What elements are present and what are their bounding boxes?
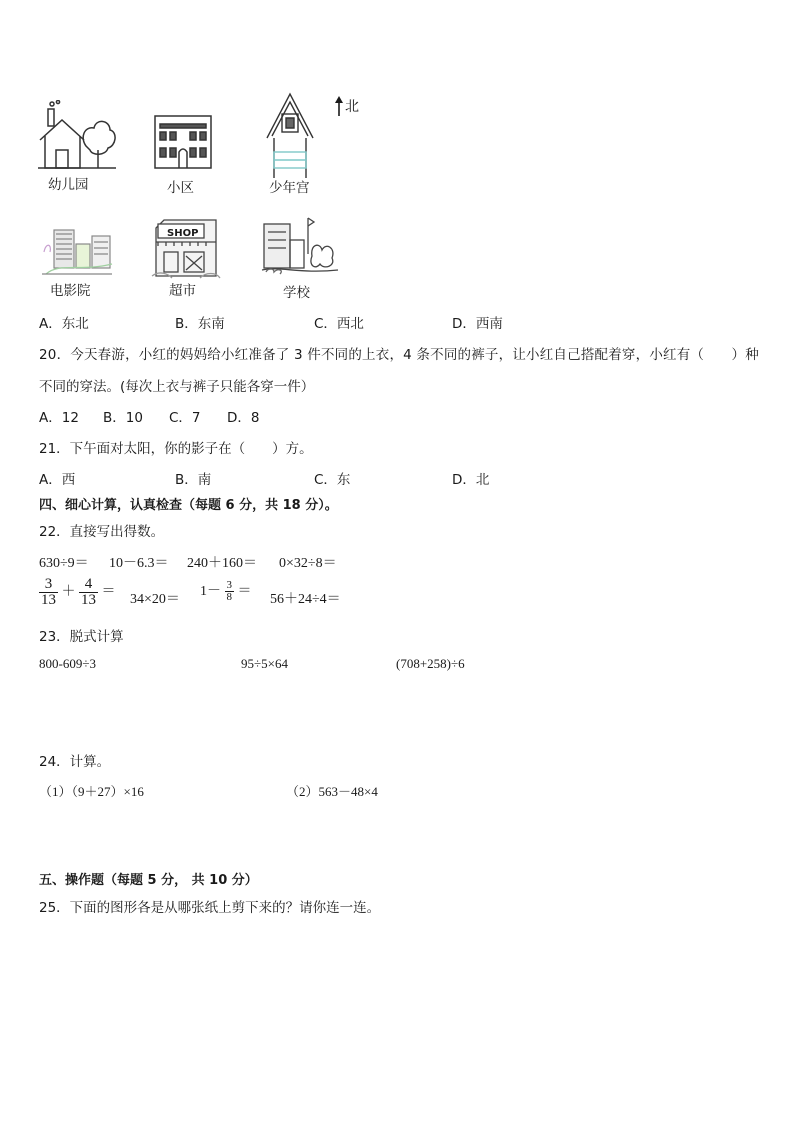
north-arrow-icon <box>333 95 345 117</box>
q19-option-b: B．东南 <box>175 316 225 332</box>
section4-heading: 四、细心计算，认真检查（每题 6 分，共 18 分）。 <box>39 498 338 513</box>
q22-row2-item2: 34×20＝ <box>130 592 180 607</box>
cinema-figure <box>40 222 114 278</box>
q22-title: 22．直接写出得数。 <box>39 524 165 540</box>
supermarket-shop-icon <box>150 216 222 280</box>
cinema-label: 电影院 <box>50 283 91 299</box>
shop-sign-text: SHOP <box>167 228 199 239</box>
q20-line2: 不同的穿法。(每次上衣与裤子只能各穿一件） <box>39 379 315 395</box>
q24-title: 24．计算。 <box>39 754 111 770</box>
q23-item1: 800-609÷3 <box>39 656 96 671</box>
q23-title: 23．脱式计算 <box>39 629 124 645</box>
q22-row1-item4: 0×32÷8＝ <box>279 556 337 571</box>
school-label: 学校 <box>283 285 310 301</box>
q22-row1-item3: 240＋160＝ <box>187 556 257 571</box>
q19-option-a: A．东北 <box>39 316 89 332</box>
q22-row2-item1: $\frac{3}{13}$ ＋ $\frac{4}{13}$ ＝ <box>41 576 116 608</box>
q20-option-b: B．10 <box>103 410 143 426</box>
q22-row1-item1: 630÷9＝ <box>39 556 89 571</box>
q25-text: 25．下面的图形各是从哪张纸上剪下来的？请你连一连。 <box>39 900 381 916</box>
q22-row2-item3: 1－ $\frac{3}{8}$ ＝ <box>200 579 252 604</box>
youth-palace-figure <box>264 92 316 180</box>
q21-text: 21．下午面对太阳，你的影子在（ ）方。 <box>39 441 313 457</box>
q23-item2: 95÷5×64 <box>241 656 288 671</box>
kindergarten-label: 幼儿园 <box>48 177 89 193</box>
q23-item3: (708+258)÷6 <box>396 656 465 671</box>
cinema-building-icon <box>40 222 114 278</box>
q20-line1: 20．今天春游，小红的妈妈给小红准备了 3 件不同的上衣，4 条不同的裤子，让小红自己搭配着穿，小红有（ ）种 <box>39 347 759 363</box>
q24-item1: （1）（9＋27）×16 <box>39 784 144 799</box>
q21-option-a: A．西 <box>39 472 76 488</box>
fraction-4-13: $\frac{4}{13}$ <box>81 576 96 608</box>
q20-option-c: C．7 <box>169 410 201 426</box>
fraction-3-13: $\frac{3}{13}$ <box>41 576 56 608</box>
youth-palace-tower-icon <box>264 92 316 180</box>
school-figure <box>260 214 340 278</box>
q20-option-a: A．12 <box>39 410 79 426</box>
q21-option-b: B．南 <box>175 472 212 488</box>
kindergarten-figure <box>36 100 118 172</box>
supermarket-label: 超市 <box>169 283 196 299</box>
q21-option-d: D．北 <box>452 472 490 488</box>
youth-palace-label: 少年宫 <box>269 180 310 196</box>
q24-item2: （2）563－48×4 <box>286 784 378 799</box>
section5-heading: 五、操作题（每题 5 分， 共 10 分） <box>39 873 258 888</box>
community-label: 小区 <box>167 180 194 196</box>
fraction-3-8: $\frac{3}{8}$ <box>226 579 232 604</box>
north-label: 北 <box>345 99 359 115</box>
q22-row1-item2: 10－6.3＝ <box>109 556 169 571</box>
community-figure <box>152 112 214 170</box>
q22-row2-item4: 56＋24÷4＝ <box>270 592 341 607</box>
school-building-icon <box>260 214 340 278</box>
apartment-building-icon <box>152 112 214 170</box>
q21-option-c: C．东 <box>314 472 351 488</box>
supermarket-figure <box>150 216 222 280</box>
q20-option-d: D．8 <box>227 410 260 426</box>
kindergarten-house-icon <box>36 100 118 172</box>
q19-option-c: C．西北 <box>314 316 364 332</box>
q19-option-d: D．西南 <box>452 316 503 332</box>
